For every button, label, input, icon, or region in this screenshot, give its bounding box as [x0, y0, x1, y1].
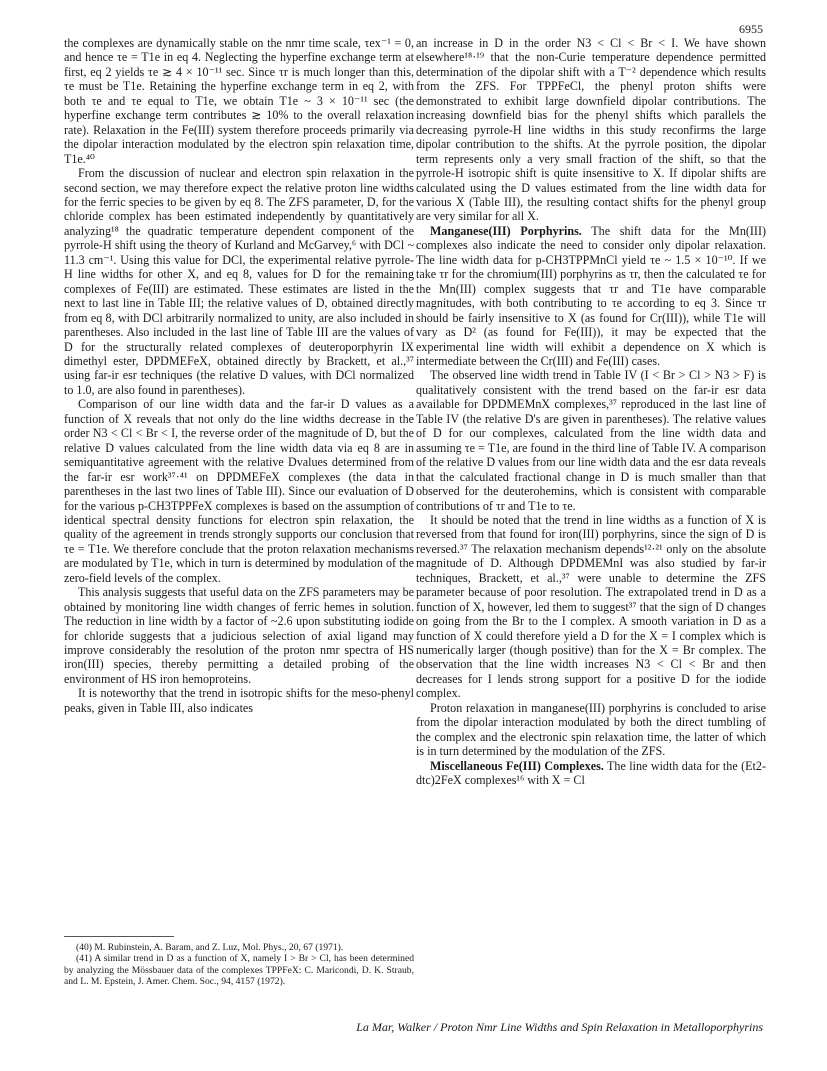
footer-authors: La Mar, Walker [356, 1020, 431, 1034]
paragraph [64, 686, 414, 715]
paragraph [416, 368, 766, 513]
paragraph-text: It is noteworthy that the trend in isotropic shifts for the meso-phenyl peaks, given in Table III, also indicates [64, 686, 414, 715]
paragraph [416, 701, 766, 759]
paragraph-text: The line width data for the (Et2-dtc)2FeX complexes¹⁶ with X = Cl [416, 758, 766, 788]
footnote: (40) M. Rubinstein, A. Baram, and Z. Luz, Mol. Phys., 20, 67 (1971). [76, 942, 344, 953]
paragraph-text: This analysis suggests that useful data on the ZFS parameters may be obtained by monitoring line width changes of ferric hemes in solution. The reduction in line width by a factor of ~2.6 upon substituting iodide for chloride suggests that a judicious selection of axial ligand may improve considerably the resolution of the proton nmr spectra of HS iron(III) species, thereby permitting a detailed probing of the environment of HS iron hemoproteins. [64, 585, 414, 686]
paragraph-text: From the discussion of nuclear and electron spin relaxation in the second section, we may therefore expect the relative proton line widths for the ferric species to be given by eq 8. The ZFS parameter, D, for the chloride complex has been estimated independently by quantitatively analyzing¹⁸ the quadratic temperature dependent component of the pyrrole-H shift using the theory of Kurland and McGarvey,⁶ with DCl ~ 11.3 cm⁻¹. Using this value for DCl, the experimental relative pyrrole-H line widths for other X, and eq 8, values for D for the remaining complexes of Fe(III) are estimated. These estimates are listed in the next to last line in Table III; the relative values of D, obtained directly from eq 8, with DCl arbitrarily normalized to unity, are also included in parentheses. Also included in the last line of Table III are the values of D for the structurally related complexes of deuteroporphyrin IX dimethyl ester, DPDMEFeX, obtained directly by Brackett, et al.,³⁷ using far-ir esr techniques (the relative D values, with DCl normalized to 1.0, are also found in parentheses). [64, 166, 414, 397]
section-heading: Miscellaneous Fe(III) Complexes. [430, 758, 604, 773]
right-column [416, 36, 766, 788]
paragraph-text: an increase in D in the order N3 < Cl < Br < I. We have shown elsewhere¹⁸·¹⁹ that the non-Curie temperature dependence permitted determination of the dipolar shift with a T⁻² dependence which results from the ZFS. For TPPFeCl, the phenyl proton shifts were demonstrated to exhibit large downfield dipolar contributions. The increasing downfield bias for the phenyl shifts which parallels the decreasing pyrrole-H line widths in this study reconfirms the large dipolar contribution to the shifts. At the pyrrole position, the dipolar term represents only a very small fraction of the shift, so that the pyrrole-H isotropic shift is quite insensitive to X. If dipolar shifts are calculated using the D values estimated from the line width data for various X (Table III), the resulting contact shifts for the phenyl group are very similar for all X. [416, 36, 766, 224]
footnotes [64, 936, 414, 988]
paragraph [416, 224, 766, 369]
paragraph-text: the complexes are dynamically stable on the nmr time scale, τex⁻¹ = 0, and hence τe = T1e in eq 4. Neglecting the hyperfine exchange term at first, eq 2 yields τe ≳ 4 × 10⁻¹¹ sec. Since τr is much longer than this, τe must be T1e. Retaining the hyperfine exchange term in eq 2, with both τe and τe equal to T1e, we obtain T1e ~ 3 × 10⁻¹¹ sec (the hyperfine exchange term contributes ≳ 10% to the overall relaxation rate). Relaxation in the Fe(III) system therefore proceeds primarily via the dipolar interaction modulated by the electron spin relaxation time, T1e.⁴⁰ [64, 36, 414, 166]
footer-separator: / [430, 1020, 441, 1034]
paragraph-text: Comparison of our line width data and the far-ir D values as a function of X reveals that not only do the line widths decrease in the order N3 < Cl < Br < I, the reverse order of the magnitude of D, but the relative D values calculated from the line width data via eq 8 are in semiquantitative agreement with the relative Dvalues determined from the far-ir esr work³⁷·⁴¹ on DPDMEFeX complexes (the data in parentheses in the last two lines of Table III). Since our evaluation of D for the various p-CH3TPPFeX complexes is based on the assumption of identical spectral density functions for electron spin relaxation, the quality of the agreement in trends strongly supports our conclusion that τe = T1e. We therefore conclude that the proton relaxation mechanisms are modulated by T1e, which in turn is determined by modulation of the zero-field levels of the complex. [64, 397, 414, 585]
paragraph [64, 397, 414, 585]
paragraph [416, 759, 766, 788]
paragraph [416, 36, 766, 224]
paragraph [416, 513, 766, 701]
running-footer [356, 1020, 763, 1035]
paragraph [64, 36, 414, 166]
paragraph-text: The observed line width trend in Table IV (I < Br > Cl > N3 > F) is qualitatively consistent with the trend based on the far-ir esr data available for DPDMEMnX complexes,³⁷ reproduced in the last line of Table IV (the relative D's are given in parentheses). The relative values of D for our complexes, calculated from the line width data and assuming τe = T1e, are found in the third line of Table IV. A comparison of the relative D values from our line width data and the esr data reveals that the calculated fractional change in D is much smaller than that observed for the deuterohemins, which is consistent with comparable contributions of τr and T1e to τe. [416, 368, 766, 513]
left-column [64, 36, 414, 715]
section-heading: Manganese(III) Porphyrins. [430, 223, 582, 238]
paragraph-text: The shift data for the Mn(III) complexes also indicate the need to consider only dipolar relaxation. The line width data for p-CH3TPPMnCl yield τe ~ 1.5 × 10⁻¹⁰. If we take τr for the chromium(III) porphyrins as τr, then the calculated τe for the Mn(III) complex suggests that τr and T1e have comparable magnitudes, with both contributing to τe according to eq 3. Since τr should be fairly insensitive to X (as found for Cr(III)), while T1e will vary as D² (as found for Fe(III)), it may be expected that the experimental line width will exhibit a dependence on X which is intermediate between the Cr(III) and Fe(III) cases. [416, 223, 766, 368]
paragraph-text: It should be noted that the trend in line widths as a function of X is reversed from that found for iron(III) porphyrins, since the sign of D is reversed.³⁷ The relaxation mechanism depends¹²·²¹ only on the absolute magnitude of D. Although DPDMEMnI was also studied by far-ir techniques, Brackett, et al.,³⁷ were unable to determine the ZFS parameter because of poor resolution. The extrapolated trend in D as a function of X, however, led them to suggest³⁷ that the sign of D changes on going from the Br to the I complex. A smooth variation in D as a function of X could therefore yield a D for the X = I complex which is numerically larger (though positive) than for the X = Br complex. The observation that the line width increases N3 < Cl < Br and then decreases for I lends strong support for a positive D for the iodide complex. [416, 512, 766, 701]
footnote: (41) A similar trend in D as a function of X, namely I > Br > Cl, has been determined by analyzing the Mössbauer data of the complexes TPPFeX: C. Maricondi, D. K. Straub, and L. M. Epstein, J. Amer. Chem. Soc., 94, 4157 (1972). [64, 953, 414, 988]
paragraph [64, 585, 414, 686]
paragraph-text: Proton relaxation in manganese(III) porphyrins is concluded to arise from the dipolar interaction modulated by both the direct tumbling of the complex and the electronic spin relaxation time, the latter of which is in turn determined by the modulation of the ZFS. [416, 700, 766, 759]
footer-title: Proton Nmr Line Widths and Spin Relaxation in Metalloporphyrins [440, 1020, 763, 1034]
page-number: 6955 [739, 22, 763, 36]
footnote-rule [64, 936, 174, 937]
paragraph [64, 166, 414, 397]
